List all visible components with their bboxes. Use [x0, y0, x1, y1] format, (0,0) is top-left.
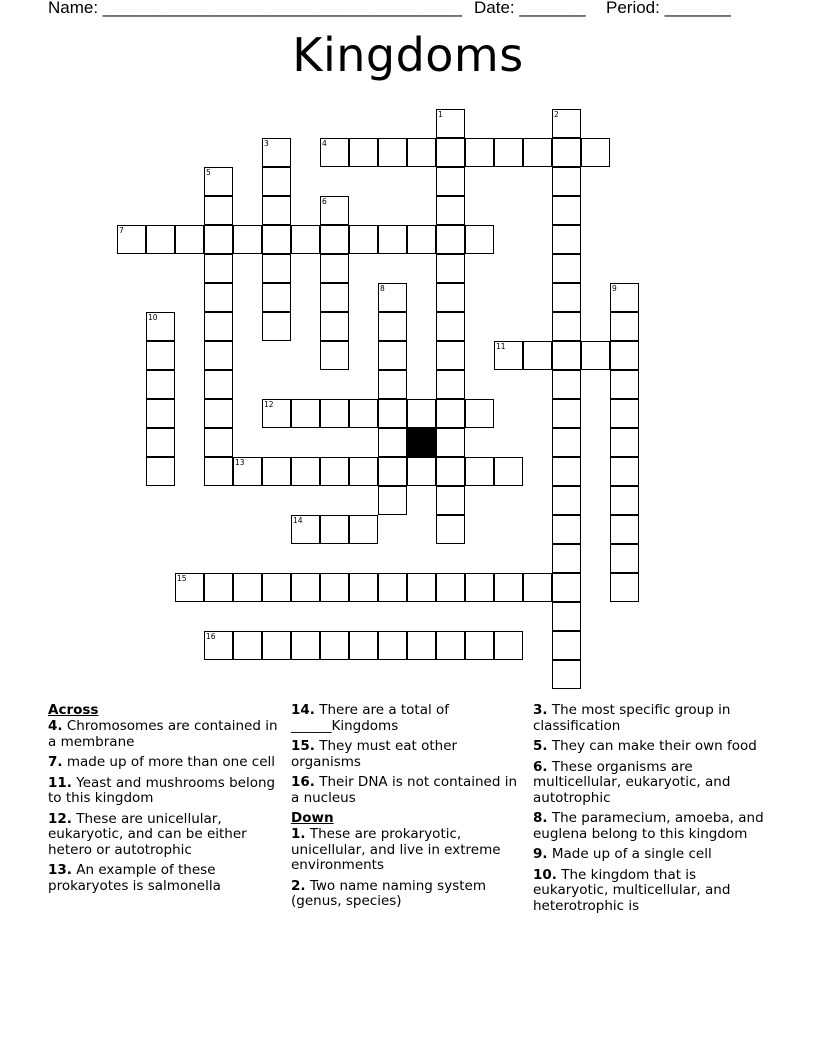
clue-number-label: 3	[264, 139, 269, 148]
period-field[interactable]: Period: _______	[606, 0, 731, 17]
grid-cell[interactable]	[552, 225, 581, 254]
clues-column-3	[533, 703, 768, 919]
grid-cell[interactable]	[407, 573, 436, 602]
grid-cell[interactable]	[494, 573, 523, 602]
grid-cell[interactable]	[320, 138, 349, 167]
grid-cell[interactable]	[262, 399, 291, 428]
grid-cell[interactable]	[610, 573, 639, 602]
grid-cell[interactable]	[378, 428, 407, 457]
grid-cell[interactable]	[204, 254, 233, 283]
grid-cell[interactable]	[552, 138, 581, 167]
grid-cell[interactable]	[552, 631, 581, 660]
grid-cell[interactable]	[465, 573, 494, 602]
clue-number: 2	[291, 877, 301, 894]
clues-column-2	[291, 703, 526, 915]
grid-cell[interactable]	[378, 457, 407, 486]
clue-across-12: 12. These are unicellular, eukaryotic, and can be either hetero or autotrophic	[48, 810, 247, 858]
grid-cell[interactable]	[262, 225, 291, 254]
grid-cell[interactable]	[146, 457, 175, 486]
grid-cell[interactable]	[320, 312, 349, 341]
grid-cell[interactable]	[407, 399, 436, 428]
grid-cell[interactable]	[291, 225, 320, 254]
clue-number: 5	[533, 738, 543, 754]
grid-cell[interactable]	[436, 138, 465, 167]
clue-number: 8	[533, 810, 543, 826]
clue-number: 10	[533, 866, 552, 883]
grid-cell[interactable]	[262, 573, 291, 602]
grid-cell[interactable]	[610, 515, 639, 544]
grid-cell[interactable]	[233, 573, 262, 602]
grid-cell[interactable]	[349, 225, 378, 254]
grid-cell[interactable]	[610, 370, 639, 399]
grid-cell[interactable]	[436, 515, 465, 544]
grid-cell[interactable]	[436, 399, 465, 428]
grid-cell[interactable]	[436, 486, 465, 515]
grid-cell[interactable]	[552, 196, 581, 225]
clue-down-8: 8. The paramecium, amoeba, and euglena belong to this kingdom	[533, 810, 764, 842]
grid-cell[interactable]	[291, 515, 320, 544]
grid-cell[interactable]	[552, 515, 581, 544]
clue-number-label: 10	[148, 313, 158, 322]
clue-number-label: 1	[438, 110, 443, 119]
grid-cell[interactable]	[320, 399, 349, 428]
grid-cell[interactable]	[465, 457, 494, 486]
grid-cell[interactable]	[320, 515, 349, 544]
grid-cell[interactable]	[610, 544, 639, 573]
grid-cell[interactable]	[204, 312, 233, 341]
grid-cell[interactable]	[320, 254, 349, 283]
clue-number-label: 6	[322, 197, 327, 206]
clue-number: 9	[533, 846, 543, 862]
grid-cell[interactable]	[436, 196, 465, 225]
date-field[interactable]: Date: _______	[474, 0, 586, 17]
clue-across-14: 14. There are a total of ______Kingdoms	[291, 702, 450, 734]
grid-cell[interactable]	[407, 457, 436, 486]
grid-cell[interactable]	[204, 457, 233, 486]
grid-cell[interactable]	[204, 631, 233, 660]
clue-number-label: 15	[177, 574, 187, 583]
clue-text: These organisms are multicellular, eukaryotic, and autotrophic	[533, 758, 731, 806]
grid-cell[interactable]	[465, 399, 494, 428]
grid-cell[interactable]	[204, 399, 233, 428]
grid-cell[interactable]	[552, 660, 581, 689]
clue-number: 3	[533, 702, 543, 718]
clue-down-3: 3. The most specific group in classification	[533, 702, 731, 734]
clue-number: 12	[48, 810, 67, 827]
grid-cell[interactable]	[262, 196, 291, 225]
clue-number-label: 7	[119, 226, 124, 235]
grid-cell[interactable]	[436, 312, 465, 341]
grid-cell[interactable]	[320, 283, 349, 312]
grid-cell[interactable]	[581, 138, 610, 167]
grid-cell[interactable]	[552, 341, 581, 370]
clue-text: Made up of a single cell	[551, 846, 712, 862]
grid-cell[interactable]	[204, 196, 233, 225]
grid-cell[interactable]	[262, 138, 291, 167]
clue-number: 14	[291, 702, 310, 718]
grid-cell[interactable]	[233, 225, 262, 254]
grid-cell[interactable]	[494, 457, 523, 486]
grid-cell[interactable]	[436, 225, 465, 254]
clue-across-16: 16. Their DNA is not contained in a nucleus	[291, 774, 518, 806]
clue-down-5: 5. They can make their own food	[533, 738, 757, 754]
grid-cell[interactable]	[552, 283, 581, 312]
grid-cell[interactable]	[262, 312, 291, 341]
grid-cell[interactable]	[320, 457, 349, 486]
grid-cell[interactable]	[610, 283, 639, 312]
grid-cell[interactable]	[378, 399, 407, 428]
grid-cell[interactable]	[407, 138, 436, 167]
grid-cell[interactable]	[175, 573, 204, 602]
grid-cell[interactable]	[204, 370, 233, 399]
clue-text: Yeast and mushrooms belong to this kingdom	[48, 774, 276, 806]
grid-cell[interactable]	[320, 631, 349, 660]
grid-cell[interactable]	[349, 399, 378, 428]
grid-cell[interactable]	[233, 631, 262, 660]
grid-cell[interactable]	[465, 631, 494, 660]
grid-cell[interactable]	[378, 573, 407, 602]
grid-cell[interactable]	[494, 138, 523, 167]
clue-text: An example of these prokaryotes is salmonella	[48, 862, 221, 894]
clue-text: The paramecium, amoeba, and euglena belong to this kingdom	[533, 810, 764, 842]
clue-text: They can make their own food	[551, 738, 757, 754]
grid-cell[interactable]	[291, 573, 320, 602]
clue-text: Chromosomes are contained in a membrane	[48, 718, 278, 750]
grid-cell[interactable]	[523, 138, 552, 167]
grid-cell[interactable]	[320, 225, 349, 254]
grid-cell[interactable]	[204, 428, 233, 457]
clues-column-1	[48, 703, 283, 899]
grid-cell[interactable]	[523, 573, 552, 602]
clue-text: Their DNA is not contained in a nucleus	[291, 774, 518, 806]
clue-number-label: 14	[293, 516, 303, 525]
grid-cell[interactable]	[407, 631, 436, 660]
grid-cell[interactable]	[204, 341, 233, 370]
clue-text: These are prokaryotic, unicellular, and live in extreme environments	[291, 826, 501, 873]
grid-cell[interactable]	[610, 486, 639, 515]
grid-cell[interactable]	[320, 196, 349, 225]
grid-cell[interactable]	[552, 370, 581, 399]
grid-cell[interactable]	[610, 457, 639, 486]
clue-text: There are a total of ______Kingdoms	[291, 702, 450, 734]
clue-number-label: 9	[612, 284, 617, 293]
grid-cell[interactable]	[262, 254, 291, 283]
grid-cell[interactable]	[204, 167, 233, 196]
clue-number: 7	[48, 754, 58, 770]
grid-cell[interactable]	[378, 370, 407, 399]
grid-cell[interactable]	[610, 428, 639, 457]
grid-cell[interactable]	[320, 573, 349, 602]
grid-cell[interactable]	[552, 573, 581, 602]
grid-cell[interactable]	[378, 631, 407, 660]
grid-cell[interactable]	[291, 631, 320, 660]
grid-cell[interactable]	[291, 457, 320, 486]
clue-across-4: 4. Chromosomes are contained in a membrane	[48, 718, 278, 750]
grid-cell[interactable]	[146, 370, 175, 399]
grid-cell[interactable]	[552, 109, 581, 138]
clue-down-2: 2. Two name naming system (genus, species)	[291, 877, 486, 909]
grid-cell[interactable]	[552, 486, 581, 515]
grid-cell[interactable]	[204, 283, 233, 312]
grid-cell[interactable]	[436, 109, 465, 138]
grid-cell[interactable]	[349, 631, 378, 660]
grid-cell[interactable]	[552, 312, 581, 341]
grid-cell[interactable]	[436, 428, 465, 457]
clue-number-label: 16	[206, 632, 216, 641]
grid-cell[interactable]	[320, 341, 349, 370]
grid-cell[interactable]	[610, 341, 639, 370]
down-heading: Down	[291, 810, 334, 826]
grid-cell[interactable]	[465, 225, 494, 254]
grid-cell[interactable]	[146, 428, 175, 457]
grid-cell[interactable]	[581, 341, 610, 370]
grid-cell[interactable]	[552, 167, 581, 196]
grid-cell[interactable]	[204, 225, 233, 254]
grid-cell[interactable]	[233, 457, 262, 486]
grid-cell[interactable]	[552, 428, 581, 457]
grid-cell[interactable]	[378, 225, 407, 254]
grid-cell[interactable]	[610, 399, 639, 428]
grid-cell[interactable]	[349, 457, 378, 486]
grid-cell[interactable]	[436, 573, 465, 602]
clue-across-15: 15. They must eat other organisms	[291, 738, 458, 770]
clue-number: 4	[48, 718, 58, 734]
grid-cell[interactable]	[378, 341, 407, 370]
clue-text: These are unicellular, eukaryotic, and can be either hetero or autotrophic	[48, 810, 247, 858]
grid-cell[interactable]	[436, 457, 465, 486]
page-title: Kingdoms	[292, 28, 524, 82]
grid-cell[interactable]	[407, 225, 436, 254]
clue-across-7: 7. made up of more than one cell	[48, 754, 276, 770]
grid-cell[interactable]	[436, 167, 465, 196]
clue-across-13: 13. An example of these prokaryotes is salmonella	[48, 862, 221, 894]
grid-cell[interactable]	[552, 254, 581, 283]
grid-cell[interactable]	[378, 312, 407, 341]
grid-cell[interactable]	[146, 312, 175, 341]
grid-cell[interactable]	[552, 544, 581, 573]
grid-cell[interactable]	[436, 254, 465, 283]
grid-cell[interactable]	[436, 631, 465, 660]
grid-cell[interactable]	[523, 341, 552, 370]
clue-number-label: 12	[264, 400, 274, 409]
across-heading: Across	[48, 702, 99, 718]
clue-number-label: 8	[380, 284, 385, 293]
clue-down-1: 1. These are prokaryotic, unicellular, and live in extreme environments	[291, 826, 501, 873]
grid-cell[interactable]	[465, 138, 494, 167]
clue-down-10: 10. The kingdom that is eukaryotic, multicellular, and heterotrophic is	[533, 866, 731, 914]
grid-cell[interactable]	[436, 341, 465, 370]
grid-cell[interactable]	[378, 486, 407, 515]
clue-number-label: 2	[554, 110, 559, 119]
grid-cell[interactable]	[262, 283, 291, 312]
grid-cell[interactable]	[552, 457, 581, 486]
clue-down-9: 9. Made up of a single cell	[533, 846, 712, 862]
grid-cell[interactable]	[378, 283, 407, 312]
clue-number: 11	[48, 774, 67, 791]
grid-cell[interactable]	[117, 225, 146, 254]
clue-down-6: 6. These organisms are multicellular, eukaryotic, and autotrophic	[533, 758, 731, 806]
clue-text: They must eat other organisms	[291, 738, 458, 770]
grid-cell[interactable]	[204, 573, 233, 602]
grid-cell[interactable]	[378, 138, 407, 167]
clue-number: 1	[291, 826, 301, 842]
clue-number: 15	[291, 738, 310, 754]
grid-cell[interactable]	[349, 573, 378, 602]
clue-across-11: 11. Yeast and mushrooms belong to this kingdom	[48, 774, 276, 806]
clue-number: 16	[291, 774, 310, 790]
grid-cell[interactable]	[436, 370, 465, 399]
clue-number: 13	[48, 862, 67, 878]
grid-cell[interactable]	[552, 602, 581, 631]
grid-cell[interactable]	[436, 283, 465, 312]
grid-cell[interactable]	[262, 167, 291, 196]
clue-number-label: 13	[235, 458, 245, 467]
clue-number-label: 11	[496, 342, 506, 351]
clue-number: 6	[533, 758, 543, 775]
grid-cell[interactable]	[175, 225, 204, 254]
clue-text: made up of more than one cell	[66, 754, 276, 770]
grid-cell[interactable]	[146, 225, 175, 254]
clue-number-label: 5	[206, 168, 211, 177]
grid-cell[interactable]	[552, 399, 581, 428]
black-cell	[407, 428, 436, 457]
grid-cell[interactable]	[349, 515, 378, 544]
clue-text: The most specific group in classification	[533, 702, 731, 734]
grid-cell[interactable]	[349, 138, 378, 167]
name-field[interactable]: Name: ______________________________________	[48, 0, 463, 17]
grid-cell[interactable]	[146, 399, 175, 428]
grid-cell[interactable]	[494, 631, 523, 660]
clue-number-label: 4	[322, 139, 327, 148]
grid-cell[interactable]	[262, 457, 291, 486]
clue-text: Two name naming system (genus, species)	[291, 877, 486, 909]
grid-cell[interactable]	[146, 341, 175, 370]
grid-cell[interactable]	[291, 399, 320, 428]
clue-text: The kingdom that is eukaryotic, multicellular, and heterotrophic is	[533, 866, 731, 914]
grid-cell[interactable]	[610, 312, 639, 341]
grid-cell[interactable]	[494, 341, 523, 370]
grid-cell[interactable]	[262, 631, 291, 660]
